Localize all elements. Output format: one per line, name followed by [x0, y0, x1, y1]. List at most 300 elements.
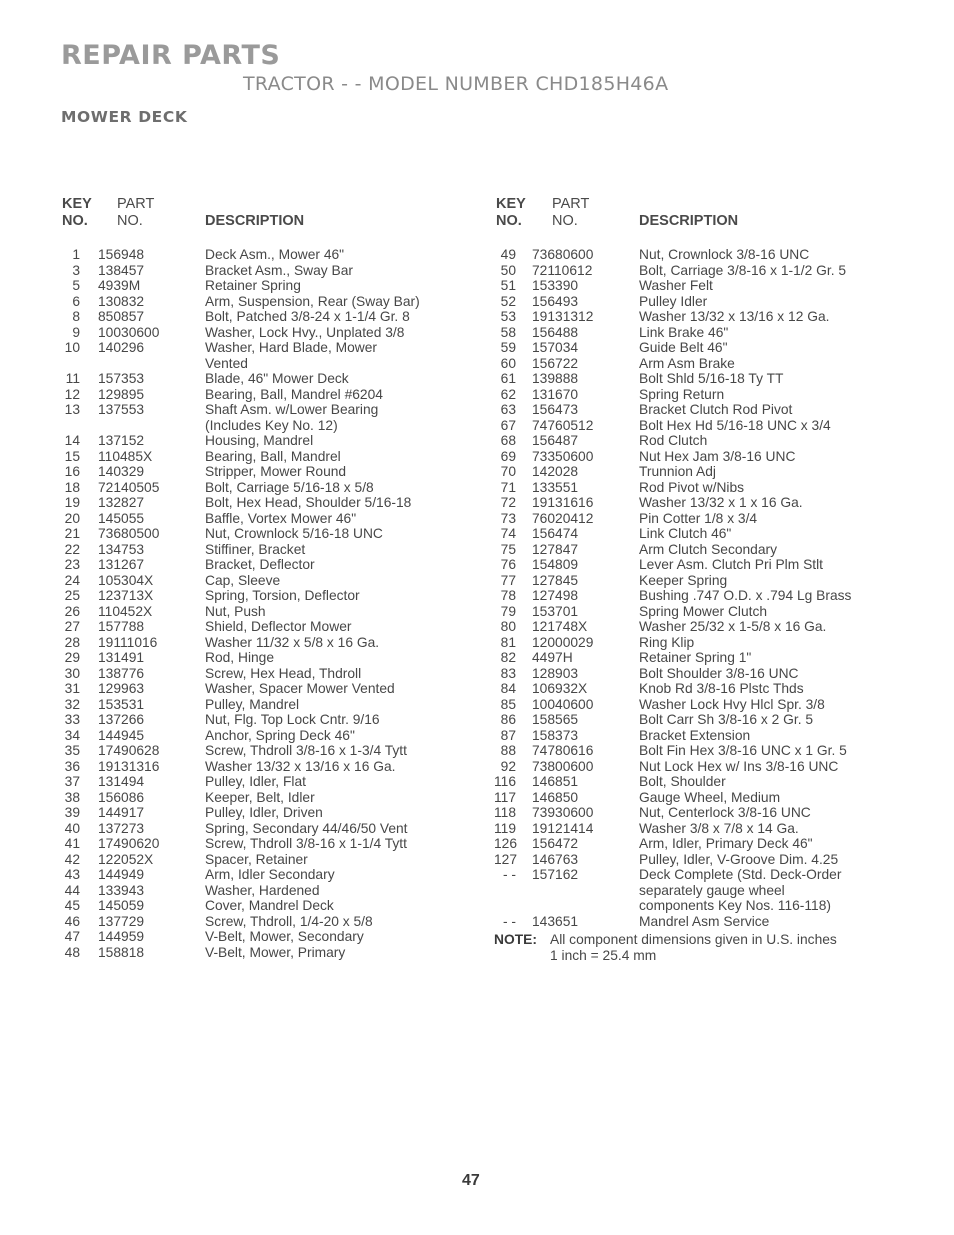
part-description: Rod, Hinge — [205, 650, 275, 665]
part-description: Cap, Sleeve — [205, 572, 281, 588]
part-description: Washer 11/32 x 5/8 x 16 Ga. — [205, 634, 380, 650]
part-number: 19121414 — [532, 820, 594, 836]
part-number: 137729 — [98, 913, 145, 929]
key-number: 78 — [500, 588, 516, 603]
part-description: Washer 3/8 x 7/8 x 14 Ga. — [639, 820, 799, 836]
part-number: 10040600 — [532, 696, 594, 712]
key-number: 39 — [64, 805, 80, 820]
description-header: DESCRIPTION — [639, 213, 739, 229]
key-number: 5 — [72, 278, 80, 293]
key-number: 41 — [64, 836, 80, 851]
part-row — [494, 821, 894, 837]
note-label: NOTE: — [494, 932, 537, 947]
part-row — [58, 325, 458, 341]
part-row — [58, 650, 458, 666]
key-number: 84 — [500, 681, 516, 696]
part-number: 128903 — [532, 665, 579, 681]
part-row — [58, 263, 458, 279]
part-row — [58, 511, 458, 527]
part-row — [58, 697, 458, 713]
part-number: 137273 — [98, 820, 145, 836]
key-number: 15 — [64, 448, 80, 464]
part-number: 110485X — [98, 448, 153, 464]
part-row — [58, 526, 458, 542]
part-description: Housing, Mandrel — [205, 433, 314, 448]
part-number: 157353 — [98, 371, 145, 386]
key-number: 19 — [64, 495, 80, 510]
key-number: 22 — [64, 541, 80, 557]
part-row — [494, 852, 894, 868]
part-row — [58, 728, 458, 744]
part-row — [494, 588, 894, 604]
note-line: 1 inch = 25.4 mm — [550, 947, 657, 963]
part-row — [58, 929, 458, 945]
part-number: 138457 — [98, 262, 145, 278]
part-number: 157034 — [532, 340, 579, 355]
key-number: 87 — [500, 727, 516, 743]
part-number: 156722 — [532, 355, 579, 371]
part-description: Bolt Hex Hd 5/16-18 UNC x 3/4 — [639, 417, 831, 433]
part-number: 140296 — [98, 340, 145, 355]
part-number: 73350600 — [532, 448, 594, 464]
part-description: Arm Asm Brake — [639, 355, 735, 371]
key-number: 28 — [64, 634, 80, 650]
part-description: Screw, Thdroll, 1/4-20 x 5/8 — [205, 913, 373, 929]
part-row — [494, 418, 894, 434]
part-description: Screw, Thdroll 3/8-16 x 1-1/4 Tytt — [205, 836, 407, 851]
part-number: 153390 — [532, 278, 579, 293]
part-description: Gauge Wheel, Medium — [639, 789, 781, 805]
part-number: 144917 — [98, 805, 145, 820]
key-number: 20 — [64, 510, 80, 526]
note — [494, 932, 894, 963]
key-number: 58 — [500, 324, 516, 340]
part-number: 10030600 — [98, 324, 160, 340]
part-row — [58, 294, 458, 310]
part-number: 4497H — [532, 650, 573, 665]
part-row — [494, 573, 894, 589]
part-number: 157162 — [532, 867, 579, 882]
key-number: 32 — [64, 696, 80, 712]
part-row — [494, 604, 894, 620]
key-number: 118 — [494, 805, 516, 820]
key-number: 85 — [500, 696, 516, 712]
part-description: Nut Hex Jam 3/8-16 UNC — [639, 448, 796, 464]
key-number: 68 — [500, 433, 516, 448]
part-number: 146850 — [532, 789, 579, 805]
part-row — [494, 805, 894, 821]
part-row — [58, 666, 458, 682]
part-description: Link Brake 46" — [639, 324, 729, 340]
part-description: Bracket, Deflector — [205, 557, 315, 572]
part-row — [58, 542, 458, 558]
key-number: 81 — [500, 634, 516, 650]
part-number: 74760512 — [532, 417, 594, 433]
parts-list — [494, 247, 894, 929]
part-number: 73680500 — [98, 526, 160, 541]
key-number: 25 — [64, 588, 80, 603]
key-number: 48 — [64, 944, 80, 960]
part-number: 127845 — [532, 572, 579, 588]
key-number: 79 — [500, 603, 516, 619]
part-number: 156948 — [98, 247, 145, 262]
key-number: 70 — [500, 464, 516, 479]
key-number: 45 — [64, 898, 80, 913]
part-description: Guide Belt 46" — [639, 340, 728, 355]
key-number: 27 — [64, 619, 80, 634]
parts-column-left — [58, 196, 458, 960]
part-number: 158818 — [98, 944, 145, 960]
key-number: 49 — [500, 247, 516, 262]
key-number: 82 — [500, 650, 516, 665]
key-number: 51 — [500, 278, 516, 293]
key-number: 59 — [500, 340, 516, 355]
part-number: 19131316 — [98, 758, 160, 774]
part-number: 72140505 — [98, 479, 160, 495]
part-description: Stripper, Mower Round — [205, 464, 347, 479]
part-description: Washer 13/32 x 13/16 x 12 Ga. — [639, 309, 830, 324]
part-row — [494, 542, 894, 558]
part-row — [494, 681, 894, 697]
key-number: 34 — [64, 727, 80, 743]
part-description: Pulley, Idler, Flat — [205, 774, 306, 789]
part-number: 132827 — [98, 495, 145, 510]
part-row — [58, 805, 458, 821]
part-description: Bracket Extension — [639, 727, 751, 743]
part-description: Washer Lock Hvy Hlcl Spr. 3/8 — [639, 696, 825, 712]
key-number: 36 — [64, 758, 80, 774]
key-number: 86 — [500, 712, 516, 727]
part-row — [494, 433, 894, 449]
key-number: 16 — [64, 464, 80, 479]
part-number: 131491 — [98, 650, 145, 665]
part-number: 17490628 — [98, 743, 160, 758]
key-number: 46 — [64, 913, 80, 929]
key-number: 117 — [494, 789, 516, 805]
part-description: Nut, Centerlock 3/8-16 UNC — [639, 805, 811, 820]
key-number: 9 — [72, 324, 80, 340]
key-number: 92 — [500, 758, 516, 774]
part-description: Link Clutch 46" — [639, 526, 732, 541]
part-row — [494, 774, 894, 790]
part-description: Ring Klip — [639, 634, 695, 650]
key-number: 77 — [500, 572, 516, 588]
part-row — [494, 836, 894, 852]
part-row — [58, 898, 458, 914]
part-number: 145055 — [98, 510, 145, 526]
part-row — [494, 402, 894, 418]
part-row — [494, 387, 894, 403]
part-description: Shield, Deflector Mower — [205, 619, 352, 634]
part-row — [494, 340, 894, 356]
key-number: 6 — [72, 293, 80, 309]
part-row — [58, 402, 458, 418]
part-number: 17490620 — [98, 836, 160, 851]
key-number: 71 — [500, 479, 516, 495]
part-number: 153531 — [98, 696, 145, 712]
part-number: 4939M — [98, 278, 141, 293]
part-number: 144959 — [98, 929, 145, 944]
part-number: 123713X — [98, 588, 154, 603]
part-description: Washer, Hard Blade, Mower — [205, 340, 378, 355]
part-row — [494, 728, 894, 744]
part-row — [494, 557, 894, 573]
key-number: 12 — [64, 386, 80, 402]
part-row — [494, 356, 894, 372]
part-number: 19131312 — [532, 309, 594, 324]
part-number: 139888 — [532, 371, 579, 386]
part-row — [58, 712, 458, 728]
part-description: Washer 25/32 x 1-5/8 x 16 Ga. — [639, 619, 827, 634]
part-row — [494, 883, 894, 899]
part-row — [494, 914, 894, 930]
key-number: 53 — [500, 309, 516, 324]
part-row — [494, 294, 894, 310]
part-row — [58, 619, 458, 635]
part-number: 140329 — [98, 464, 145, 479]
key-number: - - — [502, 913, 516, 929]
part-row — [58, 852, 458, 868]
parts-column-right — [494, 196, 894, 963]
part-row — [58, 449, 458, 465]
part-number: 154809 — [532, 557, 579, 572]
part-number: 133551 — [532, 479, 579, 495]
part-number: 142028 — [532, 464, 579, 479]
part-description: Washer 13/32 x 1 x 16 Ga. — [639, 495, 803, 510]
part-row — [494, 867, 894, 883]
key-header: KEY — [62, 196, 92, 212]
description-header: DESCRIPTION — [205, 213, 305, 229]
part-row — [58, 464, 458, 480]
section-title: MOWER DECK — [61, 108, 188, 126]
part-description: Cover, Mandrel Deck — [205, 898, 334, 913]
key-number: 38 — [64, 789, 80, 805]
part-number: 122052X — [98, 851, 154, 867]
key-number: 10 — [64, 340, 80, 355]
part-row — [494, 263, 894, 279]
part-row — [58, 790, 458, 806]
part-number: 129963 — [98, 681, 145, 696]
part-number: 131494 — [98, 774, 145, 789]
part-row — [494, 495, 894, 511]
part-number: 137553 — [98, 402, 145, 417]
part-description: V-Belt, Mower, Secondary — [205, 929, 364, 944]
key-number: 76 — [500, 557, 516, 572]
part-description: Baffle, Vortex Mower 46" — [205, 510, 357, 526]
part-row — [58, 278, 458, 294]
part-number: 144949 — [98, 867, 145, 882]
part-description: Washer, Hardened — [205, 882, 320, 898]
page-heading: REPAIR PARTS — [61, 40, 281, 71]
part-number: 110452X — [98, 603, 153, 619]
part-row — [58, 604, 458, 620]
part-row — [494, 526, 894, 542]
part-description: Vented — [205, 355, 248, 371]
part-description: Nut, Push — [205, 603, 266, 619]
part-row — [494, 650, 894, 666]
key-header-no: NO. — [496, 213, 522, 229]
part-row — [494, 325, 894, 341]
model-subheading: TRACTOR - - MODEL NUMBER CHD185H46A — [243, 73, 669, 95]
part-description: Bolt, Shoulder — [639, 774, 726, 789]
part-number: 145059 — [98, 898, 145, 913]
part-description: Stiffiner, Bracket — [205, 541, 306, 557]
part-number: 153701 — [532, 603, 579, 619]
part-row — [494, 464, 894, 480]
key-number: 116 — [494, 774, 516, 789]
part-number: 105304X — [98, 572, 154, 588]
column-headers — [58, 196, 458, 234]
part-description: Shaft Asm. w/Lower Bearing — [205, 402, 379, 417]
part-description: Bolt Fin Hex 3/8-16 UNC x 1 Gr. 5 — [639, 743, 847, 758]
part-number: 73680600 — [532, 247, 594, 262]
part-description: Bolt Shoulder 3/8-16 UNC — [639, 665, 799, 681]
key-number: 26 — [64, 603, 80, 619]
part-number: 156487 — [532, 433, 579, 448]
key-number: 43 — [64, 867, 80, 882]
part-description: Bolt, Hex Head, Shoulder 5/16-18 — [205, 495, 412, 510]
part-description: Spring, Secondary 44/46/50 Vent — [205, 820, 408, 836]
key-number: 24 — [64, 572, 80, 588]
part-row — [494, 712, 894, 728]
part-description: Bracket Asm., Sway Bar — [205, 262, 353, 278]
part-description: Arm Clutch Secondary — [639, 541, 778, 557]
part-row — [58, 387, 458, 403]
part-description: Bolt, Patched 3/8-24 x 1-1/4 Gr. 8 — [205, 309, 410, 324]
key-number: 47 — [64, 929, 80, 944]
part-number: 137266 — [98, 712, 145, 727]
part-description: Trunnion Adj — [639, 464, 716, 479]
part-row — [494, 278, 894, 294]
part-number: 158565 — [532, 712, 579, 727]
part-number: 12000029 — [532, 634, 594, 650]
part-row — [58, 480, 458, 496]
key-number: 75 — [500, 541, 516, 557]
key-number: 1 — [72, 247, 80, 262]
part-number: 156488 — [532, 324, 579, 340]
part-header: PART — [552, 196, 590, 212]
part-description: Screw, Thdroll 3/8-16 x 1-3/4 Tytt — [205, 743, 407, 758]
part-description: Anchor, Spring Deck 46" — [205, 727, 355, 743]
key-number: 126 — [494, 836, 518, 851]
key-number: 33 — [64, 712, 80, 727]
part-number: 850857 — [98, 309, 145, 324]
key-number: 8 — [72, 309, 80, 324]
key-number: 18 — [64, 479, 80, 495]
part-description: Washer, Lock Hvy., Unplated 3/8 — [205, 324, 405, 340]
key-number: 127 — [494, 851, 518, 867]
column-headers — [494, 196, 894, 234]
part-description: Pulley, Mandrel — [205, 696, 300, 712]
key-header-no: NO. — [62, 213, 88, 229]
key-number: 61 — [500, 371, 516, 386]
part-number: 137152 — [98, 433, 145, 448]
key-number: 60 — [500, 355, 516, 371]
part-row — [58, 836, 458, 852]
part-row — [58, 588, 458, 604]
part-row — [58, 418, 458, 434]
part-row — [494, 666, 894, 682]
part-number: 131267 — [98, 557, 145, 572]
part-description: Arm, Idler Secondary — [205, 867, 335, 882]
key-number: 31 — [64, 681, 80, 696]
key-number: 21 — [64, 526, 80, 541]
key-number: 37 — [64, 774, 80, 789]
part-number: 72110612 — [532, 262, 593, 278]
part-number: 19111016 — [98, 634, 158, 650]
part-number: 74780616 — [532, 743, 594, 758]
part-description: Spacer, Retainer — [205, 851, 308, 867]
part-description: Washer 13/32 x 13/16 x 16 Ga. — [205, 758, 396, 774]
part-description: Screw, Hex Head, Thdroll — [205, 665, 362, 681]
part-number: 156473 — [532, 402, 579, 417]
part-description: Spring, Torsion, Deflector — [205, 588, 360, 603]
part-description: Bracket Clutch Rod Pivot — [639, 402, 793, 417]
key-number: 35 — [64, 743, 80, 758]
part-number: 76020412 — [532, 510, 594, 526]
part-description: Nut, Crownlock 3/8-16 UNC — [639, 247, 810, 262]
part-number: 156493 — [532, 293, 579, 309]
part-number: 134753 — [98, 541, 145, 557]
part-number: 133943 — [98, 882, 145, 898]
part-row — [494, 635, 894, 651]
part-row — [58, 945, 458, 961]
part-number: 127498 — [532, 588, 579, 603]
part-description: Retainer Spring — [205, 278, 301, 293]
part-number: 19131616 — [532, 495, 594, 510]
part-description: Blade, 46" Mower Deck — [205, 371, 349, 386]
part-row — [58, 309, 458, 325]
part-number: 130832 — [98, 293, 145, 309]
part-number: 138776 — [98, 665, 145, 681]
part-row — [494, 898, 894, 914]
part-row — [494, 697, 894, 713]
key-number: 23 — [64, 557, 80, 572]
part-number: 127847 — [532, 541, 579, 557]
part-row — [494, 449, 894, 465]
part-row — [58, 743, 458, 759]
key-number: 74 — [500, 526, 516, 541]
part-description: Washer, Spacer Mower Vented — [205, 681, 395, 696]
key-number: 119 — [494, 820, 516, 836]
part-description: Bolt, Carriage 5/16-18 x 5/8 — [205, 479, 374, 495]
part-description: Pulley Idler — [639, 293, 708, 309]
key-number: 44 — [64, 882, 80, 898]
parts-list — [58, 247, 458, 960]
key-number: 30 — [64, 665, 80, 681]
key-number: 67 — [500, 417, 516, 433]
part-description: Lever Asm. Clutch Pri Plm Stlt — [639, 557, 824, 572]
key-number: 3 — [72, 262, 80, 278]
part-number: 157788 — [98, 619, 145, 634]
part-row — [58, 821, 458, 837]
part-description: Bolt Shld 5/16-18 Ty TT — [639, 371, 784, 386]
key-number: 42 — [64, 851, 80, 867]
part-row — [494, 511, 894, 527]
part-description: (Includes Key No. 12) — [205, 417, 338, 433]
key-header: KEY — [496, 196, 526, 212]
part-row — [494, 480, 894, 496]
key-number: 40 — [64, 820, 80, 836]
key-number: 11 — [65, 371, 80, 386]
part-description: Arm, Suspension, Rear (Sway Bar) — [205, 293, 420, 309]
part-description: Pulley, Idler, Driven — [205, 805, 323, 820]
part-number: 121748X — [532, 619, 588, 634]
part-description: Knob Rd 3/8-16 Plstc Thds — [639, 681, 804, 696]
part-description: Mandrel Asm Service — [639, 913, 770, 929]
key-number: 88 — [500, 743, 516, 758]
part-description: Bolt Carr Sh 3/8-16 x 2 Gr. 5 — [639, 712, 814, 727]
